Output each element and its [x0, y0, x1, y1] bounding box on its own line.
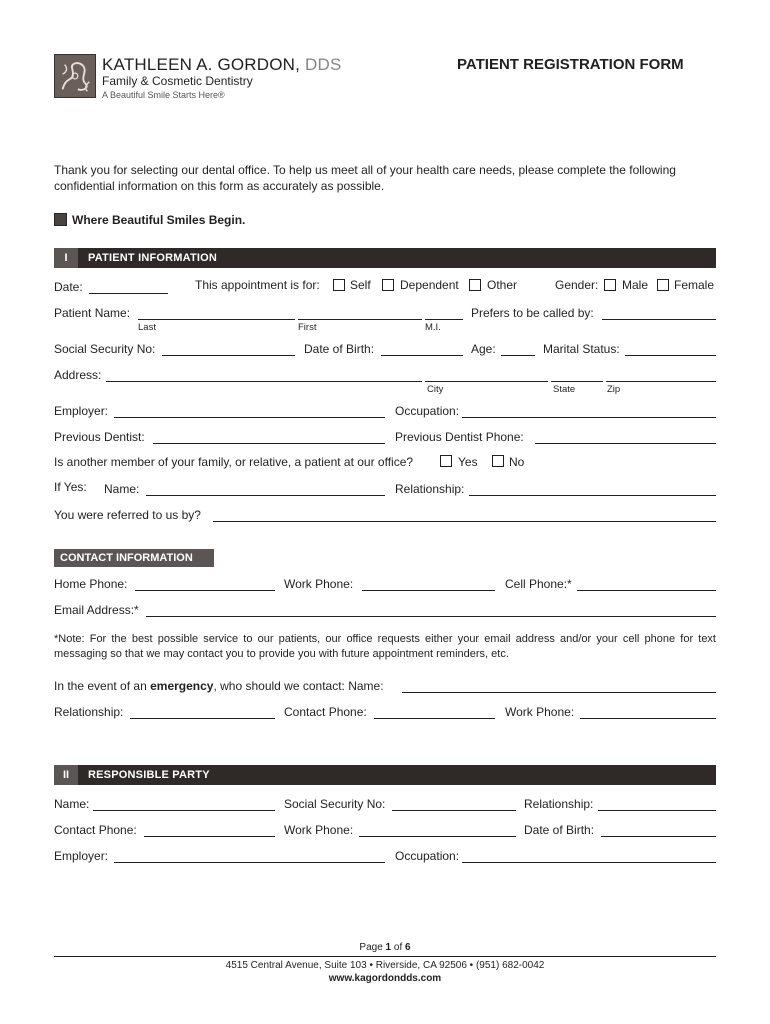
- relative-relationship-field[interactable]: [469, 495, 716, 496]
- rp-ssn-label: Social Security No:: [284, 797, 386, 811]
- rp-name-field[interactable]: [93, 810, 275, 811]
- first-sublabel: First: [298, 322, 317, 333]
- family-yes-label: Yes: [458, 455, 478, 469]
- rp-occupation-label: Occupation:: [395, 849, 460, 863]
- ssn-label: Social Security No:: [54, 342, 156, 356]
- footer-website[interactable]: www.kagordondds.com: [328, 973, 442, 984]
- employer-label: Employer:: [54, 404, 109, 418]
- state-sublabel: State: [553, 384, 576, 395]
- rp-work-phone-label: Work Phone:: [284, 823, 354, 837]
- email-field[interactable]: [146, 616, 716, 617]
- female-label: Female: [674, 278, 715, 292]
- rp-ssn-field[interactable]: [392, 810, 516, 811]
- rp-relationship-label: Relationship:: [524, 797, 594, 811]
- rp-relationship-field[interactable]: [598, 810, 716, 811]
- practice-name-main: KATHLEEN A. GORDON,: [102, 55, 301, 74]
- relative-name-field[interactable]: [146, 495, 385, 496]
- relative-name-label: Name:: [104, 482, 140, 496]
- first-name-field[interactable]: [298, 319, 422, 320]
- practice-subtitle: Family & Cosmetic Dentistry: [102, 74, 253, 88]
- rp-contact-phone-label: Contact Phone:: [54, 823, 137, 837]
- appointment-label: This appointment is for:: [195, 278, 320, 292]
- self-checkbox[interactable]: [333, 279, 345, 291]
- home-phone-field[interactable]: [135, 590, 275, 591]
- city-sublabel: City: [427, 384, 444, 395]
- street-address-field[interactable]: [106, 381, 422, 382]
- address-label: Address:: [54, 368, 102, 382]
- footer-address: 4515 Central Avenue, Suite 103 • Riverside, CA 92506 • (951) 682-0042: [225, 960, 545, 971]
- home-phone-label: Home Phone:: [54, 577, 128, 591]
- previous-dentist-field[interactable]: [153, 443, 385, 444]
- emergency-pre: In the event of an: [54, 679, 147, 693]
- male-checkbox[interactable]: [604, 279, 616, 291]
- emergency-contact-phone-label: Contact Phone:: [284, 705, 367, 719]
- date-label: Date:: [54, 280, 83, 294]
- ssn-field[interactable]: [162, 355, 295, 356]
- emergency-contact-label: [54, 679, 384, 693]
- occupation-field[interactable]: [462, 417, 716, 418]
- age-field[interactable]: [501, 355, 535, 356]
- emergency-work-phone-field[interactable]: [580, 718, 716, 719]
- last-name-field[interactable]: [138, 319, 295, 320]
- previous-dentist-phone-label: Previous Dentist Phone:: [395, 430, 524, 444]
- self-label: Self: [350, 278, 371, 292]
- section-title: PATIENT INFORMATION: [88, 252, 218, 264]
- other-label: Other: [487, 278, 518, 292]
- practice-name: [102, 55, 342, 75]
- section-title: RESPONSIBLE PARTY: [88, 769, 210, 781]
- practice-name-dds: DDS: [305, 55, 342, 74]
- referred-by-label: You were referred to us by?: [54, 508, 201, 522]
- square-bullet-icon: [54, 213, 67, 226]
- marital-status-field[interactable]: [625, 355, 716, 356]
- page-pre: Page: [359, 942, 383, 953]
- form-title: PATIENT REGISTRATION FORM: [457, 56, 684, 73]
- rp-dob-label: Date of Birth:: [524, 823, 595, 837]
- family-member-question: Is another member of your family, or relative, a patient at our office?: [54, 455, 414, 469]
- if-yes-label: If Yes:: [54, 480, 87, 494]
- rp-work-phone-field[interactable]: [359, 836, 516, 837]
- practice-tagline: A Beautiful Smile Starts Here®: [102, 90, 225, 100]
- previous-dentist-label: Previous Dentist:: [54, 430, 145, 444]
- age-label: Age:: [471, 342, 496, 356]
- zip-sublabel: Zip: [607, 384, 621, 395]
- city-field[interactable]: [425, 381, 548, 382]
- emergency-work-phone-label: Work Phone:: [505, 705, 575, 719]
- cell-phone-label: Cell Phone:*: [505, 577, 572, 591]
- referred-by-field[interactable]: [213, 521, 716, 522]
- work-phone-label: Work Phone:: [284, 577, 354, 591]
- family-no-label: No: [509, 455, 525, 469]
- email-label: Email Address:*: [54, 603, 139, 617]
- slogan: Where Beautiful Smiles Begin.: [72, 213, 246, 227]
- page-of: of: [393, 942, 403, 953]
- intro-text: Thank you for selecting our dental office. To help us meet all of your health care needs, please complete the following confidential information on this form as accurately as possible.: [54, 163, 676, 193]
- middle-initial-field[interactable]: [425, 319, 463, 320]
- other-checkbox[interactable]: [469, 279, 481, 291]
- emergency-word: emergency: [150, 679, 214, 693]
- male-label: Male: [622, 278, 649, 292]
- dependent-label: Dependent: [400, 278, 459, 292]
- emergency-post: , who should we contact: Name:: [213, 679, 384, 693]
- section-patient-information-header: [54, 248, 716, 268]
- emergency-name-field[interactable]: [402, 692, 716, 693]
- date-field[interactable]: [89, 293, 168, 294]
- dob-label: Date of Birth:: [304, 342, 375, 356]
- rp-employer-field[interactable]: [114, 862, 385, 863]
- dependent-checkbox[interactable]: [382, 279, 394, 291]
- previous-dentist-phone-field[interactable]: [535, 443, 716, 444]
- rp-name-label: Name:: [54, 797, 90, 811]
- occupation-label: Occupation:: [395, 404, 460, 418]
- page-indicator: [0, 942, 770, 953]
- cell-phone-field[interactable]: [577, 590, 716, 591]
- preferred-name-field[interactable]: [602, 319, 716, 320]
- section-responsible-party-header: [54, 765, 716, 785]
- gender-label: Gender:: [555, 278, 599, 292]
- state-field[interactable]: [551, 381, 603, 382]
- family-yes-checkbox[interactable]: [440, 455, 452, 467]
- section-number: I: [54, 248, 78, 268]
- patient-name-label: Patient Name:: [54, 306, 131, 320]
- dob-field[interactable]: [381, 355, 463, 356]
- page-current: 1: [385, 942, 392, 953]
- last-sublabel: Last: [138, 322, 156, 333]
- footer-divider: [54, 956, 716, 957]
- zip-field[interactable]: [606, 381, 716, 382]
- emergency-relationship-label: Relationship:: [54, 705, 124, 719]
- family-no-checkbox[interactable]: [492, 455, 504, 467]
- practice-logo-icon: [54, 54, 96, 98]
- rp-dob-field[interactable]: [601, 836, 716, 837]
- page-total: 6: [405, 942, 411, 953]
- contact-note: *Note: For the best possible service to our patients, our office requests either your email address and/or your cell phone for text messaging so that we may contact you to provide you with future appointment reminders, etc.: [54, 633, 716, 660]
- emergency-relationship-field[interactable]: [130, 718, 275, 719]
- relative-relationship-label: Relationship:: [395, 482, 465, 496]
- mi-sublabel: M.I.: [425, 322, 441, 333]
- prefers-label: Prefers to be called by:: [471, 306, 594, 320]
- rp-contact-phone-field[interactable]: [144, 836, 275, 837]
- marital-label: Marital Status:: [543, 342, 620, 356]
- section-number: II: [54, 765, 78, 785]
- emergency-contact-phone-field[interactable]: [374, 718, 495, 719]
- employer-field[interactable]: [114, 417, 385, 418]
- section-contact-information-header: CONTACT INFORMATION: [54, 549, 214, 567]
- work-phone-field[interactable]: [362, 590, 495, 591]
- female-checkbox[interactable]: [657, 279, 669, 291]
- rp-occupation-field[interactable]: [462, 862, 716, 863]
- rp-employer-label: Employer:: [54, 849, 109, 863]
